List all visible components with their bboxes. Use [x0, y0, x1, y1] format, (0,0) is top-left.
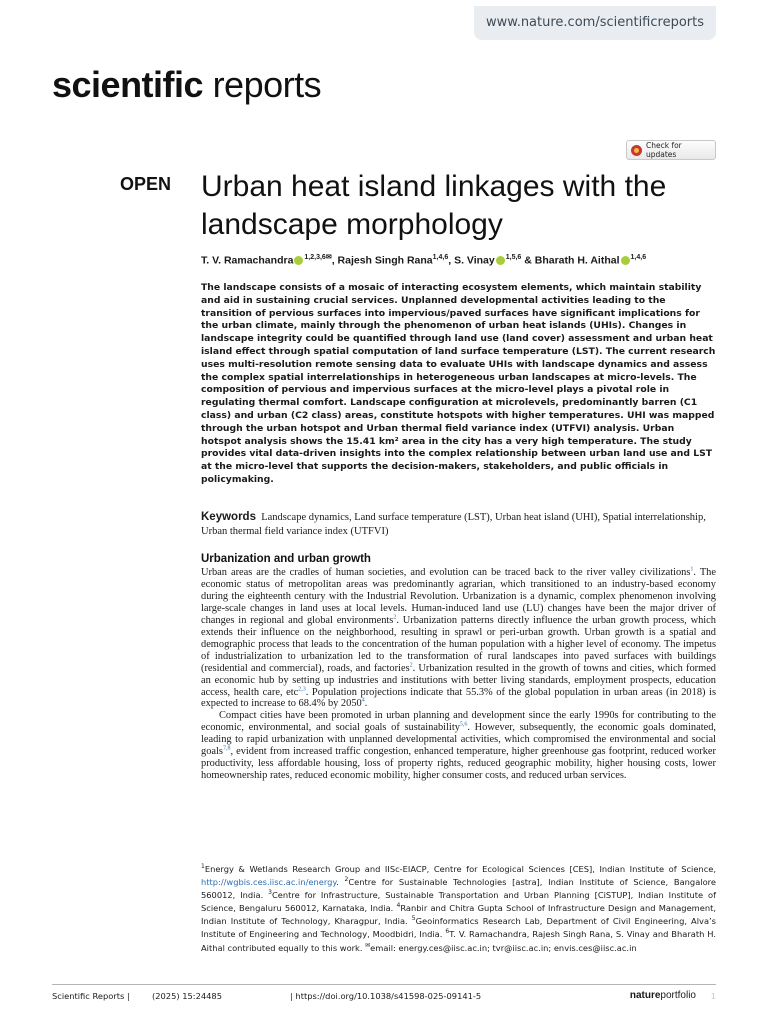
logo-regular: reports: [203, 64, 322, 105]
text-run: . The economic status of metropolitan areas was predominantly agrarian, which transitioned to an industry-based economy during the eighteenth century with the Industrial Revolution. Urbanization is a dynamic, complex phenomenon involving large-scale changes in land uses at local levels. Human-induced land use (LU) changes have been the major driver of changes in regional and global environments: [201, 567, 716, 626]
citation-link[interactable]: 2,3: [298, 686, 306, 693]
author-separator: ,: [331, 254, 338, 267]
publisher-logo-bold: nature: [629, 990, 661, 1001]
affiliation-number: 4: [396, 902, 401, 910]
text-run: . However, subsequently, the economic goals dominated, leading to rapid urbanization with unplanned developmental activities, which compromised the environmental and social goals: [201, 722, 716, 758]
keywords-label: Keywords: [201, 511, 256, 523]
orcid-icon[interactable]: [621, 256, 630, 265]
footer-doi-link[interactable]: | https://doi.org/10.1038/s41598-025-09141-5: [290, 991, 482, 1001]
affiliation-number: 6: [445, 928, 450, 936]
crossmark-icon: [631, 145, 642, 156]
affiliation-text: Energy & Wetlands Research Group and IISc-EIACP, Centre for Ecological Sciences [CES], Indian Institute of Science,: [204, 864, 716, 874]
author-affiliation-sup: 1,4,6: [432, 254, 449, 261]
citation-link[interactable]: 7,8: [222, 745, 231, 752]
email-icon: ✉: [365, 941, 371, 949]
keywords: [201, 511, 716, 538]
page-number: 1: [710, 991, 716, 1001]
journal-logo[interactable]: [52, 64, 321, 106]
footer-divider: [52, 984, 716, 985]
orcid-icon[interactable]: [496, 256, 505, 265]
author-separator: &: [521, 254, 535, 267]
affiliation-number: 3: [268, 889, 272, 897]
publisher-logo: [630, 990, 696, 1001]
affiliation-text: Ranbir and Chitra Gupta School of Infrastructure Design and Management, Indian Institute of Technology, Kharagpur, India.: [201, 903, 717, 927]
text-run: Compact cities have been promoted in urban planning and development since the early 1990s for contributing to the economic, environmental, and social goals of sustainability: [201, 710, 716, 734]
body-paragraph: [201, 567, 716, 710]
check-updates-label: Check for updates: [646, 141, 682, 159]
author-affiliation-sup: 1,4,6: [630, 254, 647, 261]
check-for-updates-button[interactable]: [626, 140, 716, 160]
author-name[interactable]: S. Vinay: [454, 254, 495, 267]
author-name[interactable]: Bharath H. Aithal: [534, 254, 620, 267]
article-title: Urban heat island linkages with the landscape morphology: [201, 170, 667, 241]
contact-emails[interactable]: email: energy.ces@iisc.ac.in; tvr@iisc.ac.in; envis.ces@iisc.ac.in: [370, 942, 637, 953]
citation-link[interactable]: 1: [690, 566, 694, 573]
abstract: The landscape consists of a mosaic of interacting ecosystem elements, which maintain stability and aid in sustaining crucial services. Unplanned developmental activities leading to the transition of pervious surfaces into impervious/paved surfaces have significant implications for the urban climate, mainly through the phenomenon of urban heat islands (UHIs). Changes in landscape integrity could be quantified through land use (land cover) assessment and urban heat island effect through spatial computation of land surface temperature (LST). The current research uses multi-resolution remote sensing data to evaluate UHIs with landscape dynamics and assess the complex spatial interrelationships in heterogeneous urban landscapes at micro-levels. The composition of pervious and impervious surfaces at the micro-level plays a pivotal role in regulating thermal comfort. Landscape configuration at microlevels, predominantly barren (C1 class) and urban (C2 class) areas, constitute hotspots with higher temperatures. UHI was mapped through the urban hotspot and Urban thermal field variance index (UTFVI) analysis. Urban hotspot analysis shows the 15.41 km² area in the city has a very high temperature. The study provides vital data-driven insights into the complex relationship between urban land use and LST at the micro-level that supports the decision-makers, stakeholders, and public officials in policymaking.: [201, 282, 716, 485]
body-paragraph: [201, 710, 716, 782]
author-affiliation-sup: 1,2,3,6✉: [304, 254, 332, 261]
orcid-icon[interactable]: [294, 256, 303, 265]
text-run: . Population projections indicate that 55.3% of the global population in urban areas (in 2018) is expected to increase to 68.4% by 2050: [201, 686, 716, 710]
affiliation-text: .: [336, 877, 345, 888]
section-heading: Urbanization and urban growth: [201, 553, 371, 565]
citation-link[interactable]: 2: [393, 614, 397, 621]
author-name[interactable]: Rajesh Singh Rana: [337, 254, 433, 267]
affiliation-link[interactable]: http://wgbis.ces.iisc.ac.in/energy: [201, 877, 337, 888]
footer-volume: (2025) 15:24485: [152, 991, 222, 1001]
author-affiliation-sup: 1,5,6: [505, 254, 522, 261]
affiliation-text: Geoinformatics Research Lab, Department of Civil Engineering, Alva’s Institute of Engineering and Technology, Moodbidri, India.: [201, 916, 716, 940]
open-access-label: OPEN: [120, 174, 172, 194]
text-run: .: [364, 698, 368, 710]
text-run: , evident from increased traffic congestion, enhanced temperature, higher greenhouse gas footprint, reduced worker productivity, less affordable housing, loss of property rights, reduced geographic mobility, higher housing costs, lower homeownership rates, reduced economic mobility, higher consumer costs, and reduced urban services.: [201, 746, 716, 782]
author-separator: ,: [448, 254, 455, 267]
citation-link[interactable]: 4: [361, 698, 365, 705]
footer-journal: Scientific Reports |: [52, 991, 130, 1001]
affiliation-text: Centre for Sustainable Technologies [astra], Indian Institute of Science, Bangalore 560012, India.: [201, 877, 716, 901]
affiliation-number: 5: [411, 915, 416, 923]
text-run: . Urbanization patterns directly influence the urban growth process, which extends their influence on the neighborhood, resulting in sprawl or peri-urban growth. Urban growth is a spatial and demographic process that leads to the concentration of the human population with a higher level of economy. The impetus of industrialization to urbanization led to the transformation of rural landscapes into paved surfaces with buildings (residential and commercial), roads, and factories: [201, 614, 716, 674]
keywords-text: Landscape dynamics, Land surface temperature (LST), Urban heat island (UHI), Spatial interrelationship, Urban thermal field variance index (UTFVI): [201, 512, 706, 537]
journal-url-link[interactable]: www.nature.com/scientificreports: [474, 6, 716, 40]
text-run: Urban areas are the cradles of human societies, and evolution can be traced back to the river valley civilizations: [201, 567, 691, 578]
citation-link[interactable]: 2: [409, 662, 413, 669]
body-text: [201, 567, 716, 782]
citation-link[interactable]: 5,6: [459, 721, 468, 728]
affiliations: [201, 863, 716, 955]
text-run: . Urbanization resulted in the growth of towns and cities, which formed an economic hub by setting up industries and institutions with better living standards, employment prospects, education access, health care, etc: [201, 662, 716, 698]
publisher-logo-regular: portfolio: [660, 990, 696, 1001]
page-footer: [52, 991, 716, 1005]
affiliation-text: T. V. Ramachandra, Rajesh Singh Rana, S. Vinay and Bharath H. Aithal contributed equally to this work.: [201, 929, 717, 953]
affiliation-number: 2: [344, 876, 349, 884]
affiliation-number: 1: [201, 863, 205, 871]
affiliation-text: Centre for Infrastructure, Sustainable Transportation and Urban Planning [CiSTUP], Indian Institute of Science, Bengaluru 560012, Karnataka, India.: [201, 890, 716, 914]
author-list: [201, 253, 721, 267]
author-name[interactable]: T. V. Ramachandra: [201, 254, 294, 267]
logo-bold: scientific: [52, 64, 204, 105]
